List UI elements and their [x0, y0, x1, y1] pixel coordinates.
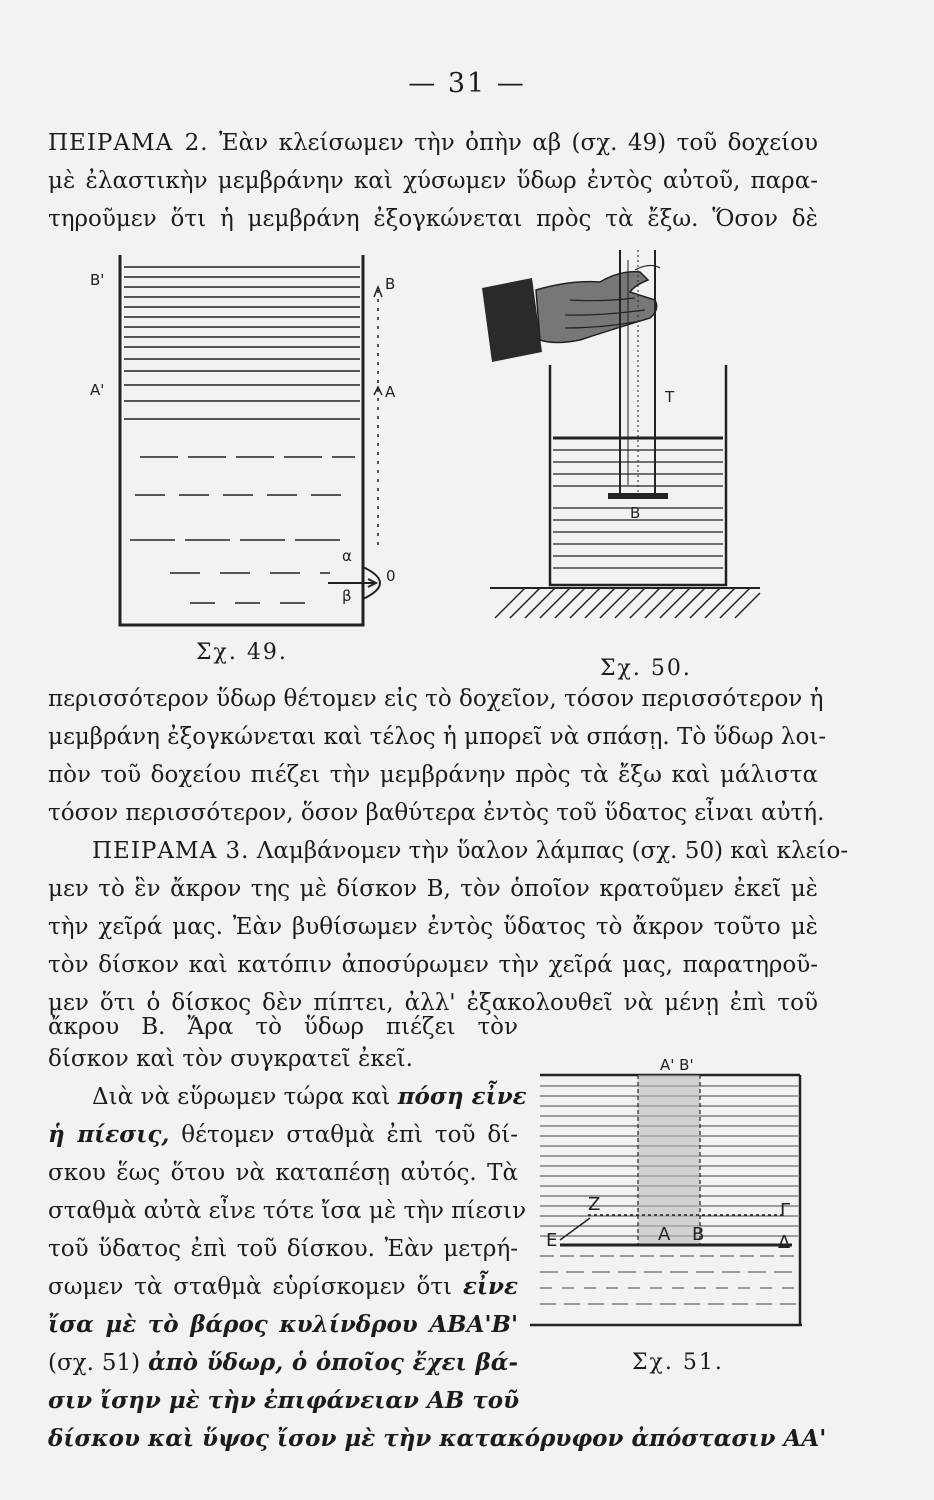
- text-line: τὸν δίσκον καὶ κατόπιν ἀποσύρωμεν τὴν χεῖρά μας, παρατηροῦ-: [48, 952, 818, 978]
- label-b: Β: [385, 275, 396, 293]
- text-line: [48, 1310, 518, 1340]
- figure-51-tank: [530, 1075, 802, 1325]
- page-number: — 31 —: [408, 68, 526, 99]
- line-text: Λαμβάνομεν τὴν ὕαλον λάμπας (σχ. 50) καὶ κλείο-: [249, 838, 849, 864]
- text-line: [48, 1348, 518, 1378]
- label-z: Ζ: [588, 1194, 601, 1215]
- label-g: Γ: [780, 1200, 791, 1221]
- label-a-prime: Α': [90, 381, 105, 399]
- figure-49: [80, 245, 420, 630]
- disk-b: [608, 493, 668, 499]
- text-line: δίσκον καὶ τὸν συγκρατεῖ ἐκεῖ.: [48, 1046, 413, 1072]
- label-t: Τ: [665, 388, 675, 406]
- line-text: Διὰ νὰ εὕρωμεν τώρα καὶ: [92, 1084, 398, 1110]
- text-line: σταθμὰ αὐτὰ εἶνε τότε ἴσα μὲ τὴν πίεσιν: [48, 1198, 527, 1224]
- text-line: ἄκρου Β. Ἄρα τὸ ὕδωρ πιέζει τὸν: [48, 1014, 518, 1040]
- figure-51: [530, 1050, 815, 1345]
- label-a: Α: [658, 1224, 671, 1245]
- text-line: [92, 836, 849, 866]
- line-text: (σχ. 51): [48, 1350, 149, 1376]
- figure-49-caption: Σχ. 49.: [196, 640, 288, 665]
- line-text: Ἐὰν κλείσωμεν τὴν ὀπὴν αβ (σχ. 49) τοῦ δοχείου: [208, 130, 818, 156]
- label-b-prime: Β': [90, 271, 105, 289]
- line-text: θέτομεν σταθμὰ ἐπὶ τοῦ δί-: [169, 1122, 519, 1148]
- experiment-heading: ΠΕΙΡΑΜΑ 3.: [92, 838, 250, 864]
- emphasis-text: πόση εἶνε: [397, 1083, 527, 1110]
- label-o: 0: [386, 567, 396, 585]
- text-line: περισσότερον ὕδωρ θέτομεν εἰς τὸ δοχεῖον, τόσον περισσότερον ἡ: [48, 686, 824, 712]
- text-line: [48, 1386, 518, 1416]
- text-line: μεν ὅτι ὁ δίσκος δὲν πίπτει, ἀλλ' ἐξακολουθεῖ νὰ μένῃ ἐπὶ τοῦ: [48, 990, 818, 1016]
- text-line: μεν τὸ ἓν ἄκρον της μὲ δίσκον Β, τὸν ὁποῖον κρατοῦμεν ἐκεῖ μὲ: [48, 876, 818, 902]
- text-line: πὸν τοῦ δοχείου πιέζει τὴν μεμβράνην πρὸς τὰ ἔξω καὶ μάλιστα: [48, 762, 818, 788]
- text-line: σκου ἕως ὅτου νὰ καταπέσῃ αὐτός. Τὰ: [48, 1160, 518, 1186]
- label-b: Β: [630, 504, 641, 522]
- label-alpha: α: [342, 547, 352, 565]
- hand-shape: [536, 272, 657, 343]
- emphasis-text: σιν ἴσην μὲ τὴν ἐπιφάνειαν ΑΒ τοῦ: [48, 1387, 520, 1414]
- emphasis-text: ἀπὸ ὕδωρ, ὁ ὁποῖος ἔχει βά-: [148, 1349, 518, 1376]
- emphasis-text: εἶνε: [462, 1273, 518, 1300]
- label-ab-prime: Α' Β': [660, 1056, 694, 1074]
- figure-50: [470, 240, 770, 635]
- text-line: [48, 128, 818, 158]
- line-text: σωμεν τὰ σταθμὰ εὑρίσκομεν ὅτι: [48, 1274, 463, 1300]
- figure-51-caption: Σχ. 51.: [632, 1350, 724, 1375]
- text-line: τόσον περισσότερον, ὅσον βαθύτερα ἐντὸς τοῦ ὕδατος εἶναι αὐτή.: [48, 800, 825, 826]
- text-line: τοῦ ὕδατος ἐπὶ τοῦ δίσκου. Ἐὰν μετρή-: [48, 1236, 518, 1262]
- figure-50-caption: Σχ. 50.: [600, 656, 692, 681]
- text-line: [48, 1120, 518, 1150]
- figure-49-vessel: [120, 255, 382, 625]
- label-a: Α: [385, 383, 396, 401]
- emphasis-text: ἴσα μὲ τὸ βάρος κυλίνδρου ΑΒΑ'Β': [48, 1311, 518, 1338]
- sleeve-shape: [482, 278, 542, 362]
- text-line: τὴν χεῖρά μας. Ἐὰν βυθίσωμεν ἐντὸς ὕδατος τὸ ἄκρον τοῦτο μὲ: [48, 914, 818, 940]
- experiment-heading: ΠΕΙΡΑΜΑ 2.: [48, 130, 209, 156]
- emphasis-text: δίσκου καὶ ὕψος ἴσον μὲ τὴν κατακόρυφον ἀπόστασιν ΑΑ': [48, 1425, 827, 1452]
- label-b: Β: [692, 1224, 705, 1245]
- ground-hatching: [490, 588, 760, 618]
- text-line: [48, 1272, 518, 1302]
- label-beta: β: [342, 587, 352, 605]
- label-e: Ε: [546, 1230, 558, 1251]
- text-line: τηροῦμεν ὅτι ἡ μεμβράνη ἐξογκώνεται πρὸς τὰ ἔξω. Ὅσον δὲ: [48, 206, 818, 232]
- text-line: μὲ ἐλαστικὴν μεμβράνην καὶ χύσωμεν ὕδωρ ἐντὸς αὐτοῦ, παρα-: [48, 168, 818, 194]
- text-line: [92, 1082, 527, 1112]
- emphasis-text: ἡ πίεσις,: [48, 1121, 170, 1148]
- label-d: Δ: [778, 1232, 791, 1253]
- text-line: μεμβράνη ἐξογκώνεται καὶ τέλος ἡ μπορεῖ νὰ σπάσῃ. Τὸ ὕδωρ λοι-: [48, 724, 827, 750]
- text-line: [48, 1424, 827, 1454]
